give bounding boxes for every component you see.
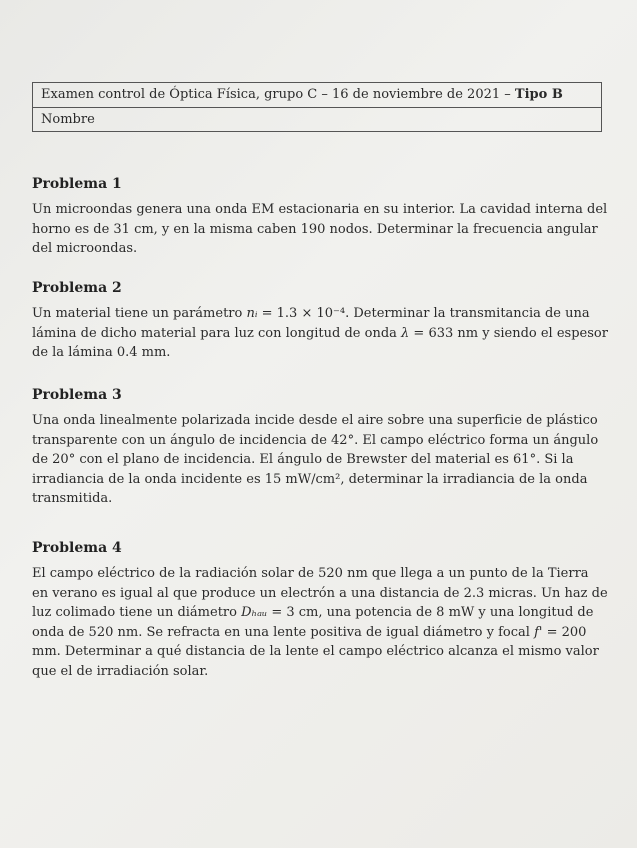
problem-1-heading: Problema 1 bbox=[32, 176, 122, 192]
problem-3 bbox=[32, 387, 608, 509]
problem-2-text: Un material tiene un parámetro nᵢ = 1.3 × 10⁻⁴. Determinar la transmitancia de una lámina de dicho material para luz con longitud de onda λ = 633 nm y siendo el espesor de la lámina 0.4 mm. bbox=[32, 306, 608, 360]
problem-4-text: El campo eléctrico de la radiación solar de 520 nm que llega a un punto de la Tierra en verano es igual al que produce un electrón a una distancia de 2.3 micras. Un haz de luz colimado tiene un diámetro Dₕₐᵤ = 3 cm, una potencia de 8 mW y una longitud de onda de 520 nm. Se refracta en una lente positiva de igual diámetro y focal f' = 200 mm. Determinar a qué distancia de la lente el campo eléctrico alcanza el mismo valor que el de irradiación solar. bbox=[32, 566, 608, 679]
problem-3-text: Una onda linealmente polarizada incide desde el aire sobre una superficie de plástico transparente con un ángulo de incidencia de 42°. El campo eléctrico forma un ángulo de 20° con el plano de incidencia. El ángulo de Brewster del material es 61°. Si la irradiancia de la onda incidente es 15 mW/cm², determinar la irradiancia de la onda transmitida. bbox=[32, 413, 599, 506]
problem-1-text: Un microondas genera una onda EM estacionaria en su interior. La cavidad interna del horno es de 31 cm, y en la misma caben 190 nodos. Determinar la frecuencia angular del microondas. bbox=[32, 202, 608, 256]
name-row bbox=[33, 107, 601, 131]
problem-2 bbox=[32, 280, 608, 363]
problem-3-heading: Problema 3 bbox=[32, 387, 122, 403]
name-label: Nombre bbox=[41, 112, 95, 127]
exam-title-row bbox=[33, 83, 601, 107]
problem-1 bbox=[32, 176, 608, 259]
exam-type: Tipo B bbox=[514, 87, 563, 102]
problem-4 bbox=[32, 540, 608, 681]
problem-4-heading: Problema 4 bbox=[32, 540, 122, 556]
exam-title: Examen control de Óptica Física, grupo C – 16 de noviembre de 2021 – bbox=[41, 87, 515, 102]
exam-header-table bbox=[32, 82, 602, 132]
problem-2-heading: Problema 2 bbox=[32, 280, 122, 296]
